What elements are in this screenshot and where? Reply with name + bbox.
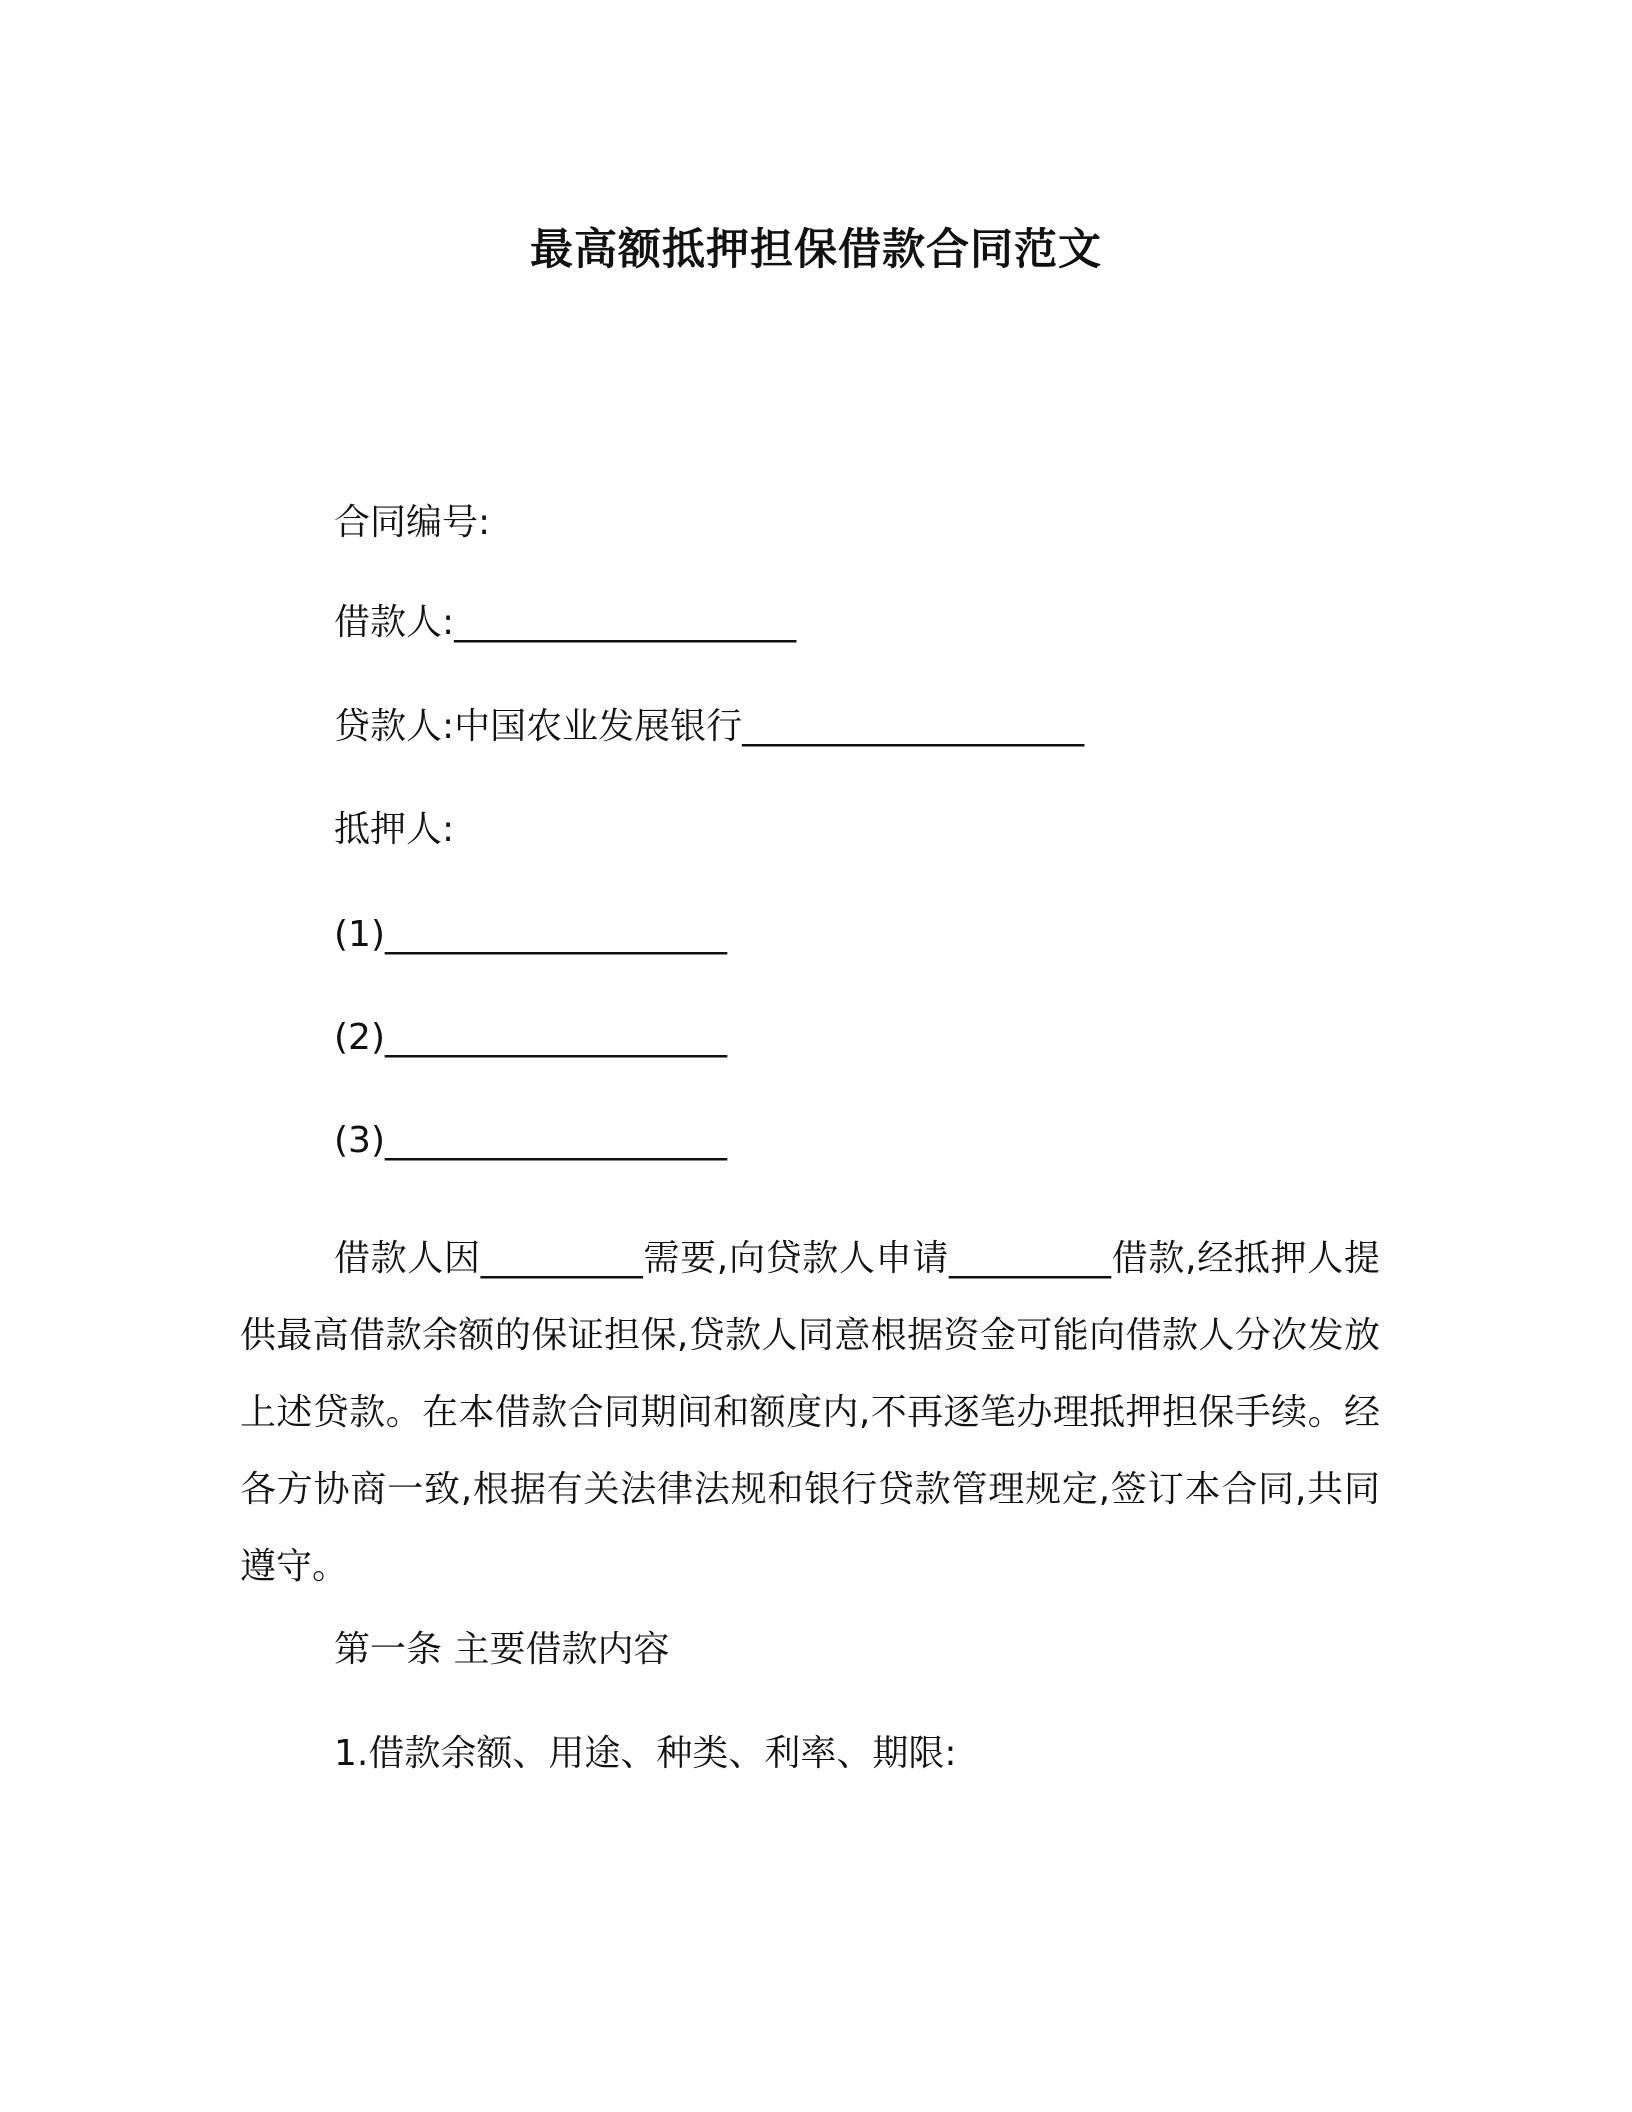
mortgagor-1-line: (1)___________________ bbox=[334, 914, 727, 955]
mortgagor-label: 抵押人: bbox=[334, 809, 455, 850]
article-1-heading: 第一条 主要借款内容 bbox=[334, 1629, 670, 1670]
borrower-line: 借款人:___________________ bbox=[334, 602, 797, 643]
mortgagor-2-line: (2)___________________ bbox=[334, 1017, 727, 1058]
article-1-item-1: 1.借款余额、用途、种类、利率、期限: bbox=[334, 1733, 957, 1774]
preamble-paragraph: 借款人因_________需要,向贷款人申请_________借款,经抵押人提供最高借款余额的保证担保,贷款人同意根据资金可能向借款人分次发放上述贷款。在本借款合同期间和额度内,不再逐笔办理抵押担保手续。经各方协商一致,根据有关法律法规和银行贷款管理规定,签订本合同,共同遵守。 bbox=[240, 1238, 1380, 1587]
document-title: 最高额抵押担保借款合同范文 bbox=[530, 225, 1102, 275]
lender-line: 贷款人:中国农业发展银行___________________ bbox=[334, 706, 1085, 747]
contract-number-label: 合同编号: bbox=[334, 502, 491, 543]
mortgagor-3-line: (3)___________________ bbox=[334, 1120, 727, 1161]
